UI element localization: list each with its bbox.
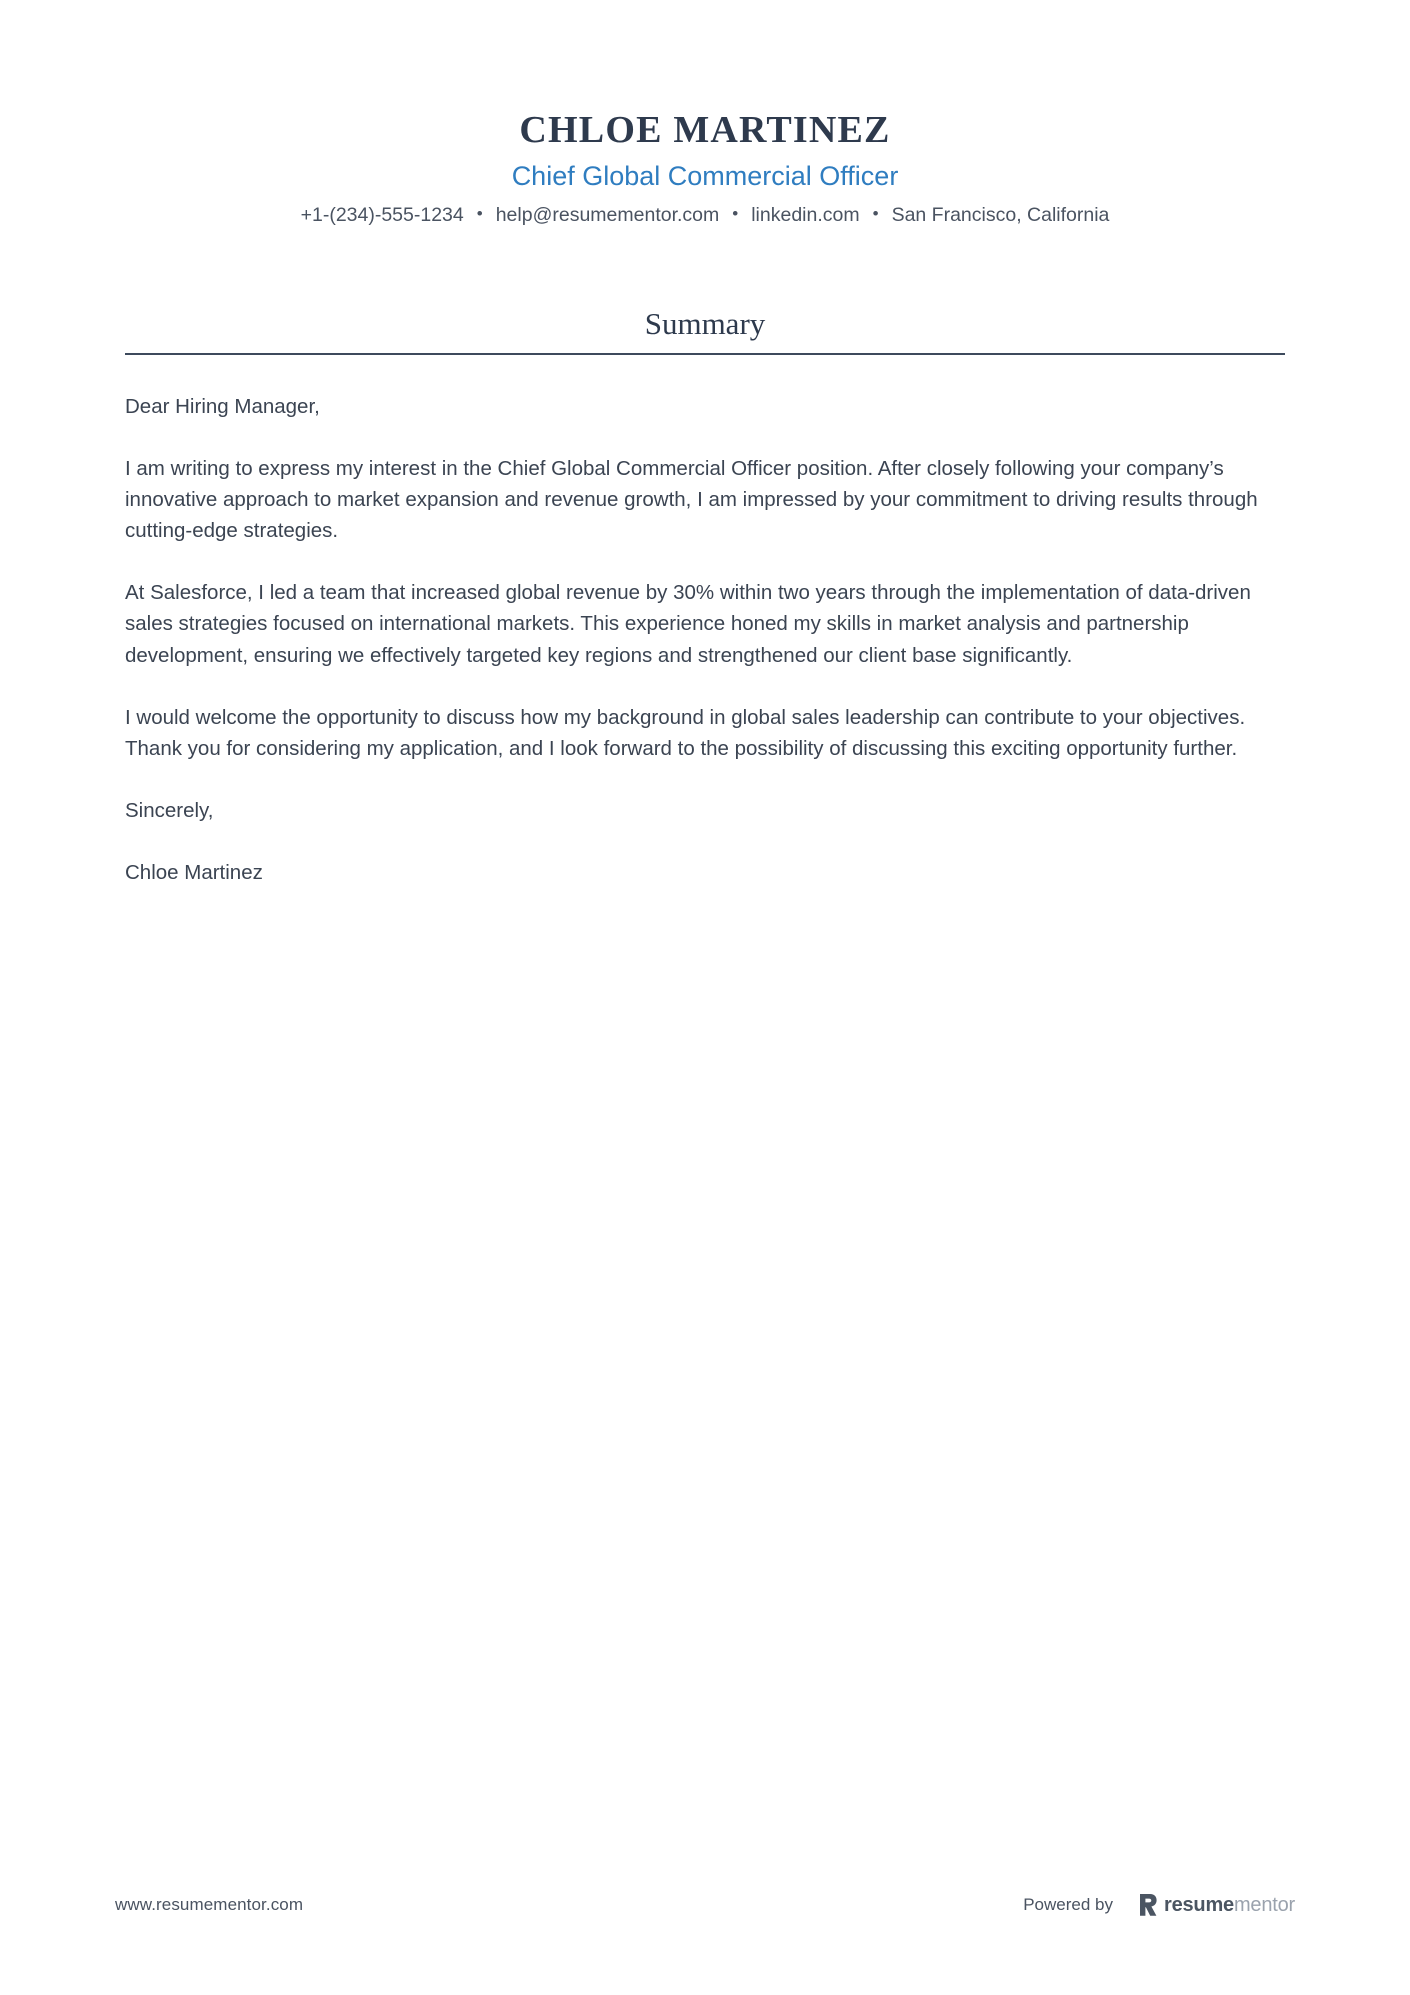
cover-letter-body bbox=[125, 391, 1285, 889]
brand-word-resume: resume bbox=[1164, 1894, 1234, 1916]
bullet-separator-icon: • bbox=[476, 204, 483, 224]
section-heading-summary: Summary bbox=[644, 306, 766, 342]
letter-paragraph-3: I would welcome the opportunity to discuss how my background in global sales leadership can contribute to your objectives. Thank you for considering my application, and I look forward to the possibility of discussing this exciting opportunity further. bbox=[125, 705, 1246, 760]
letter-closing: Sincerely, bbox=[125, 799, 214, 823]
brand-word-mentor: mentor bbox=[1233, 1894, 1295, 1916]
document-footer bbox=[0, 1893, 1410, 1917]
bullet-separator-icon: • bbox=[872, 204, 879, 224]
letter-paragraph-2: At Salesforce, I led a team that increased global revenue by 30% within two years through the implementation of data-driven sales strategies focused on international markets. This experience honed my skills in market analysis and partnership development, ensuring we effectively targeted key regions and strengthened our client base significantly. bbox=[125, 581, 1251, 667]
resumementor-wordmark bbox=[1164, 1895, 1295, 1915]
document-header bbox=[0, 0, 1410, 229]
document-content bbox=[0, 305, 1410, 888]
resumementor-mark-icon bbox=[1137, 1893, 1157, 1917]
summary-section bbox=[125, 305, 1285, 888]
letter-paragraph-1: I am writing to express my interest in the Chief Global Commercial Officer position. After closely following your company’s innovative approach to market expansion and revenue growth, I am impressed by your commitment to driving results through cutting-edge strategies. bbox=[125, 456, 1258, 543]
candidate-name: CHLOE MARTINEZ bbox=[519, 109, 891, 151]
resumementor-logo[interactable] bbox=[1137, 1893, 1295, 1917]
footer-website-url[interactable]: www.resumementor.com bbox=[115, 1895, 304, 1914]
contact-phone: +1-(234)-555-1234 bbox=[300, 204, 464, 227]
contact-linkedin[interactable]: linkedin.com bbox=[751, 204, 860, 227]
footer-branding bbox=[1023, 1893, 1295, 1917]
letter-salutation: Dear Hiring Manager, bbox=[125, 394, 320, 418]
candidate-job-title: Chief Global Commercial Officer bbox=[511, 160, 899, 191]
contact-line bbox=[0, 202, 1410, 229]
section-divider bbox=[125, 353, 1285, 355]
bullet-separator-icon: • bbox=[732, 204, 739, 224]
contact-location: San Francisco, California bbox=[891, 204, 1110, 227]
letter-signature: Chloe Martinez bbox=[125, 861, 263, 885]
contact-email[interactable]: help@resumementor.com bbox=[495, 204, 720, 227]
powered-by-label: Powered by bbox=[1023, 1895, 1113, 1914]
